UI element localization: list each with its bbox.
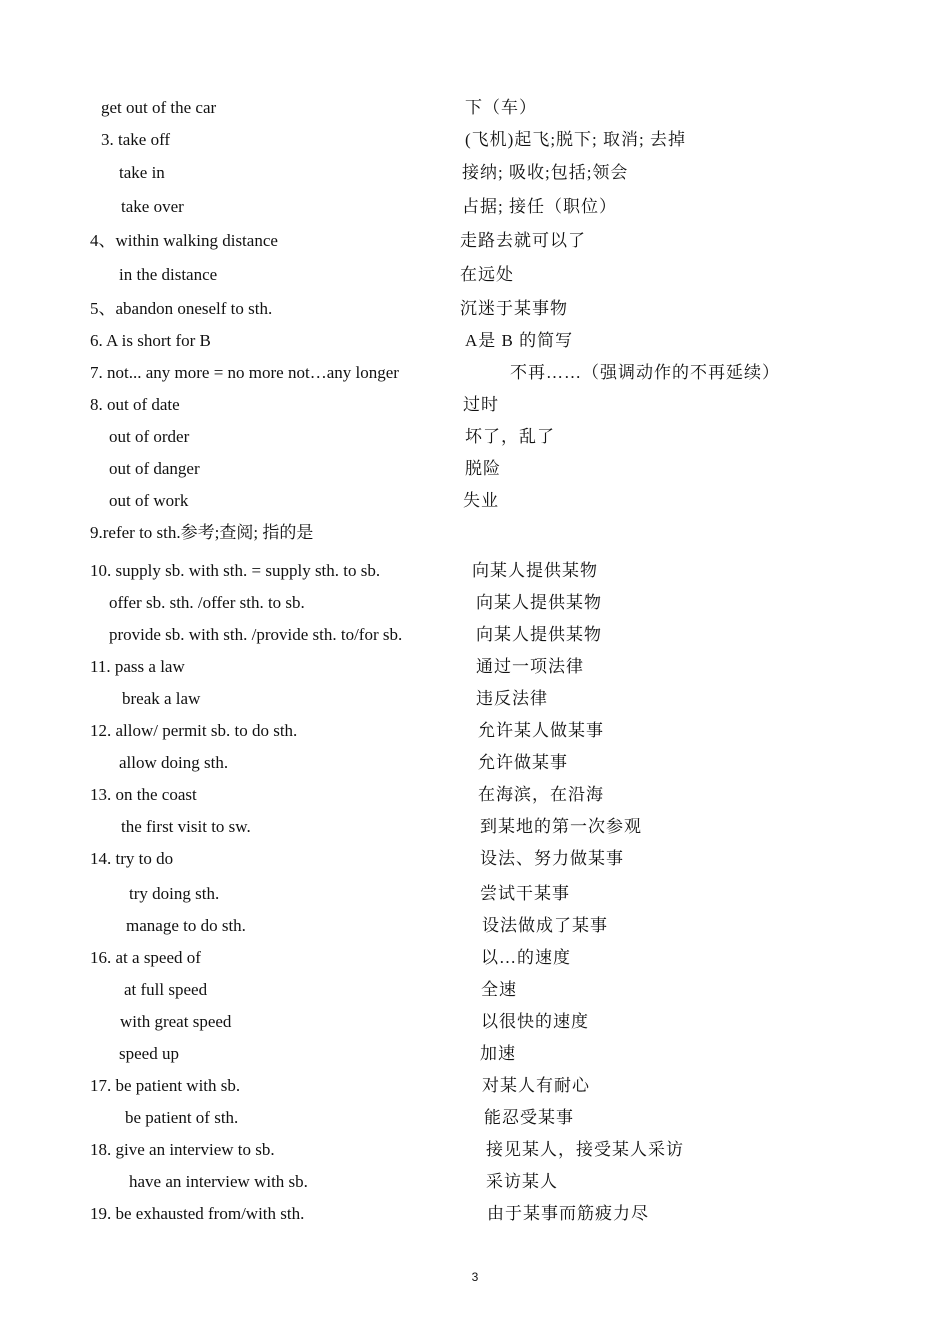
chinese-meaning: 全速 [481,980,517,999]
chinese-meaning: 接纳; 吸收;包括;领会 [462,163,629,182]
chinese-meaning: 以很快的速度 [481,1012,589,1031]
english-phrase: manage to do sth. [126,916,246,935]
vocab-entry [0,1106,950,1130]
vocab-entry [0,263,950,287]
english-phrase: take over [121,197,184,216]
english-phrase: 4、within walking distance [90,231,278,250]
chinese-meaning: 向某人提供某物 [476,593,602,612]
chinese-meaning: 向某人提供某物 [472,561,598,580]
chinese-meaning: 接见某人，接受某人采访 [486,1140,684,1159]
vocab-entry [0,297,950,321]
vocab-entry [0,978,950,1002]
chinese-meaning: 占据; 接任（职位） [462,197,617,216]
chinese-meaning: 以…的速度 [481,948,571,967]
english-phrase: be patient of sth. [125,1108,239,1127]
english-phrase: in the distance [119,265,218,284]
vocab-entry [0,96,950,120]
chinese-meaning: 允许做某事 [478,753,568,772]
english-phrase: break a law [122,689,201,708]
english-phrase: take in [119,163,165,182]
vocab-entry [0,195,950,219]
chinese-meaning: 下（车） [465,98,537,117]
english-phrase: 14. try to do [90,849,174,868]
english-phrase: 7. not... any more = no more not…any longer [90,363,399,382]
english-phrase: 9.refer to sth.参考;查阅; 指的是 [90,523,314,542]
vocab-entry [0,914,950,938]
vocab-entry [0,521,950,545]
vocab-entry [0,687,950,711]
english-phrase: 17. be patient with sb. [90,1076,241,1095]
english-phrase: offer sb. sth. /offer sth. to sb. [109,593,305,612]
vocab-entry [0,815,950,839]
chinese-meaning: 脱险 [465,459,501,478]
vocab-entry [0,559,950,583]
vocab-entry [0,1074,950,1098]
vocab-entry [0,1202,950,1226]
english-phrase: have an interview with sb. [129,1172,308,1191]
chinese-meaning: 设法做成了某事 [482,916,608,935]
english-phrase: out of order [109,427,190,446]
vocab-entry [0,719,950,743]
english-phrase: at full speed [124,980,208,999]
chinese-meaning: 由于某事而筋疲力尽 [487,1204,649,1223]
chinese-meaning: (飞机)起飞;脱下; 取消; 去掉 [465,130,686,149]
vocab-entry [0,783,950,807]
chinese-meaning: 设法、努力做某事 [480,849,624,868]
vocab-entry [0,1138,950,1162]
chinese-meaning: 采访某人 [486,1172,558,1191]
english-phrase: 6. A is short for B [90,331,211,350]
vocab-entry [0,751,950,775]
chinese-meaning: 能忍受某事 [484,1108,574,1127]
chinese-meaning: 到某地的第一次参观 [480,817,642,836]
chinese-meaning: 过时 [463,395,499,414]
vocab-entry [0,946,950,970]
english-phrase: 5、abandon oneself to sth. [90,299,273,318]
english-phrase: 13. on the coast [90,785,197,804]
vocab-entry [0,1010,950,1034]
english-phrase: 16. at a speed of [90,948,201,967]
chinese-meaning: 向某人提供某物 [476,625,602,644]
chinese-meaning: 违反法律 [476,689,548,708]
vocab-entry [0,591,950,615]
english-phrase: 10. supply sb. with sth. = supply sth. to sb. [90,561,381,580]
vocab-entry [0,425,950,449]
chinese-meaning: 在海滨，在沿海 [478,785,604,804]
english-phrase: speed up [119,1044,179,1063]
english-phrase: 19. be exhausted from/with sth. [90,1204,305,1223]
vocab-entry [0,361,950,385]
chinese-meaning: 加速 [480,1044,516,1063]
english-phrase: 11. pass a law [90,657,185,676]
chinese-meaning: 在远处 [460,265,514,284]
vocab-entry [0,655,950,679]
vocab-entry [0,128,950,152]
english-phrase: the first visit to sw. [121,817,251,836]
vocab-entry [0,1170,950,1194]
vocab-entry [0,229,950,253]
english-phrase: with great speed [120,1012,232,1031]
english-phrase: try doing sth. [129,884,220,903]
chinese-meaning: 对某人有耐心 [482,1076,590,1095]
chinese-meaning: 失业 [463,491,499,510]
chinese-meaning: 坏了，乱了 [465,427,555,446]
english-phrase: out of danger [109,459,200,478]
vocab-entry [0,161,950,185]
chinese-meaning: A是 B 的简写 [465,331,574,350]
chinese-meaning: 通过一项法律 [476,657,584,676]
english-phrase: 12. allow/ permit sb. to do sth. [90,721,298,740]
english-phrase: provide sb. with sth. /provide sth. to/for sb. [109,625,403,644]
vocab-entry [0,847,950,871]
vocab-entry [0,623,950,647]
chinese-meaning: 走路去就可以了 [460,231,586,250]
english-phrase: 8. out of date [90,395,180,414]
chinese-meaning: 沉迷于某事物 [460,299,568,318]
english-phrase: out of work [109,491,189,510]
vocab-entry [0,329,950,353]
vocab-entry [0,489,950,513]
vocab-entry [0,457,950,481]
english-phrase: 3. take off [101,130,171,149]
vocab-entry [0,393,950,417]
chinese-meaning: 允许某人做某事 [478,721,604,740]
vocab-entry [0,882,950,906]
chinese-meaning: 不再……（强调动作的不再延续） [510,363,780,382]
english-phrase: allow doing sth. [119,753,229,772]
chinese-meaning: 尝试干某事 [480,884,570,903]
english-phrase: 18. give an interview to sb. [90,1140,275,1159]
vocab-entry [0,1042,950,1066]
english-phrase: get out of the car [101,98,217,117]
page-number: 3 [471,1270,479,1284]
